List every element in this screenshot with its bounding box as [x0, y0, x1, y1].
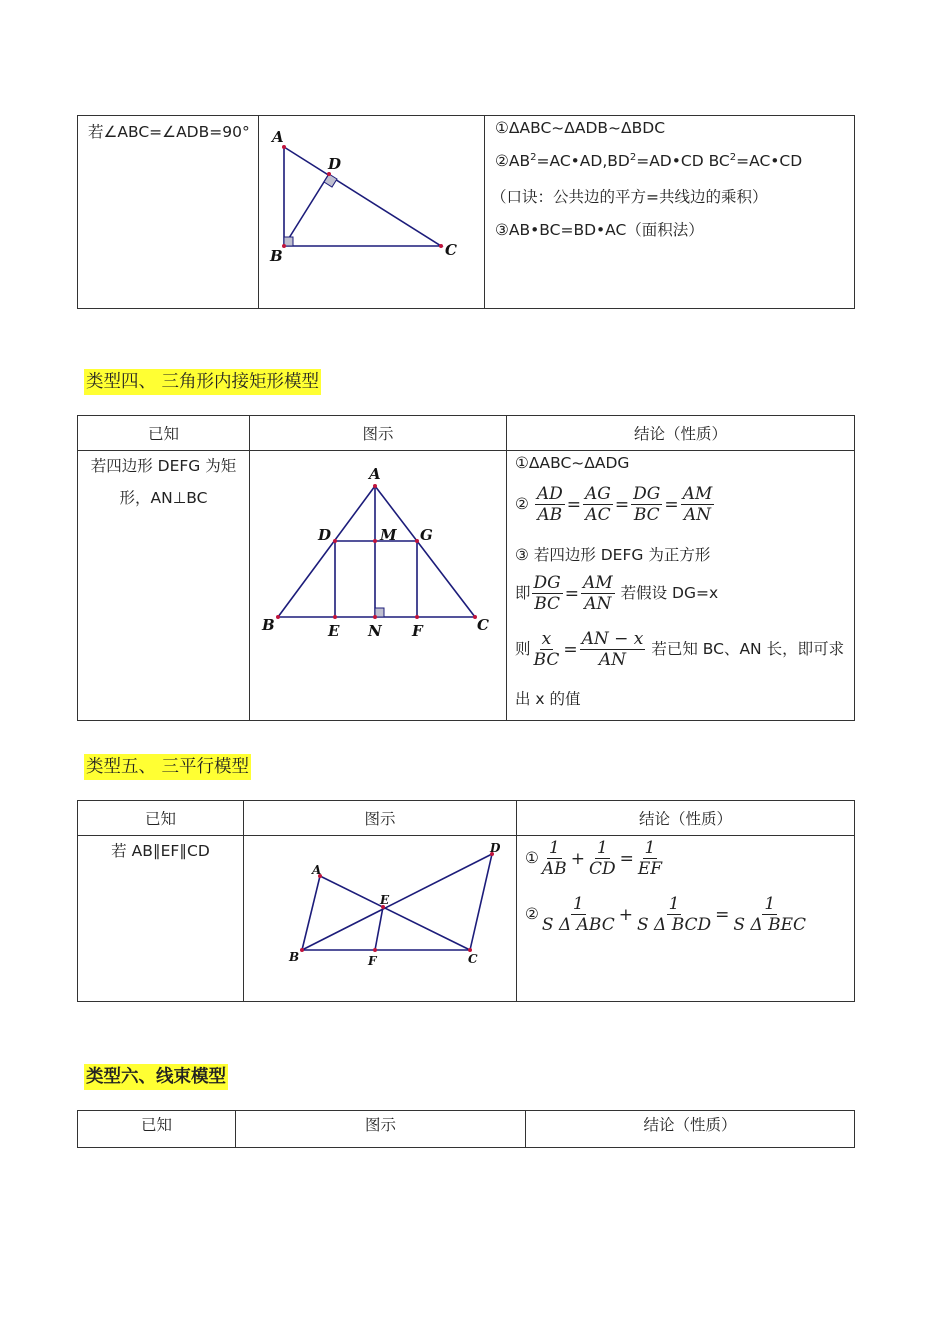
- conclusion-3: ③ 若四边形 DEFG 为正方形: [515, 546, 711, 564]
- header-figure: 图示: [250, 416, 507, 451]
- header-known: 已知: [78, 801, 244, 836]
- frac-anx-an: $\frac{AN - x}{AN}$: [581, 629, 644, 670]
- header-known: 已知: [78, 416, 250, 451]
- header-figure: 图示: [236, 1111, 526, 1148]
- label-b: B: [289, 950, 300, 964]
- label-a: A: [272, 128, 284, 146]
- cell-conclusions: [485, 116, 855, 309]
- frac-1-ab: $\frac{1}{AB}$: [541, 838, 567, 879]
- header-figure: 图示: [244, 801, 517, 836]
- label-g: G: [420, 526, 433, 544]
- cell-condition: [78, 116, 259, 309]
- header-conclusion: 结论（性质）: [526, 1111, 855, 1148]
- cell-figure: [244, 836, 517, 1002]
- conclusion-1: ①ΔABC~ΔADB~ΔBDC: [495, 119, 666, 137]
- section-title-4: 类型四、 三角形内接矩形模型: [84, 369, 321, 395]
- table-line-bundle: [77, 1110, 855, 1148]
- condition-line-2: 形，AN⊥BC: [119, 489, 208, 507]
- label-c: C: [477, 616, 489, 634]
- label-e: E: [328, 622, 340, 640]
- conclusion-1: ① $\frac{1}{AB}$ + $\frac{1}{CD}$ = $\frac{1}{EF}$: [525, 838, 663, 879]
- conclusion-2: ② $\frac{AD}{AB}$ = $\frac{AG}{AC}$ = $\frac{DG}{BC}$ = $\frac{AM}{AN}$: [515, 484, 713, 525]
- table-three-parallel: [77, 800, 855, 1002]
- header-conclusion: 结论（性质）: [517, 801, 855, 836]
- label-b: B: [270, 247, 283, 265]
- frac-x-bc: $\frac{x}{BC}$: [533, 629, 560, 670]
- label-c: C: [445, 241, 457, 259]
- label-c: C: [468, 952, 478, 966]
- label-a: A: [312, 863, 322, 877]
- label-d: D: [490, 841, 501, 855]
- label-a: A: [369, 465, 381, 483]
- label-m: M: [380, 526, 397, 544]
- frac-1-cd: $\frac{1}{CD}$: [588, 838, 616, 879]
- conclusion-1: ①ΔABC~ΔADG: [515, 454, 630, 472]
- right-angle-mark-d: [324, 174, 337, 187]
- conclusion-5: 则 $\frac{x}{BC}$ = $\frac{AN - x}{AN}$ 若已知 BC、AN 长，即可求: [515, 629, 845, 670]
- frac-ad-ab: $\frac{AD}{AB}$: [536, 484, 563, 525]
- cell-condition: [78, 836, 244, 1002]
- label-d: D: [328, 155, 342, 173]
- frac-1-sbec: $\frac{1}{\text{S Δ BEC}}$: [733, 894, 807, 935]
- label-f: F: [368, 954, 377, 968]
- frac-am-an: $\frac{AM}{AN}$: [582, 573, 613, 614]
- conclusion-3: ③AB•BC=BD•AC（面积法）: [495, 221, 704, 239]
- frac-1-ef: $\frac{1}{EF}$: [637, 838, 663, 879]
- condition-line-1: 若四边形 DEFG 为矩: [90, 457, 237, 475]
- condition-text: 若 AB∥EF∥CD: [111, 842, 210, 860]
- conclusion-6: 出 x 的值: [515, 690, 581, 708]
- conclusion-4: 即 $\frac{DG}{BC}$ = $\frac{AM}{AN}$ 若假设 DG=x: [515, 573, 719, 614]
- conclusion-2: ② $\frac{1}{\text{S Δ ABC}}$ + $\frac{1}{\text{S Δ BCD}}$ = $\frac{1}{\text{S Δ BEC}}$: [525, 894, 807, 935]
- frac-dg-bc: $\frac{DG}{BC}$: [633, 484, 661, 525]
- label-d: D: [318, 526, 332, 544]
- label-n: N: [368, 622, 382, 640]
- cell-conclusions: [507, 451, 855, 721]
- header-conclusion: 结论（性质）: [507, 416, 855, 451]
- mnemonic: （口诀：公共边的平方=共线边的乘积）: [491, 188, 768, 206]
- inscribed-rectangle-figure: [250, 451, 506, 716]
- cell-figure: [259, 116, 485, 309]
- frac-dg-bc: $\frac{DG}{BC}$: [533, 573, 561, 614]
- cell-conclusions: [517, 836, 855, 1002]
- frac-ag-ac: $\frac{AG}{AC}$: [585, 484, 611, 525]
- frac-am-an: $\frac{AM}{AN}$: [682, 484, 713, 525]
- frac-1-sbcd: $\frac{1}{\text{S Δ BCD}}$: [636, 894, 712, 935]
- right-triangle-figure: [259, 116, 484, 304]
- table-inscribed-rectangle: [77, 415, 855, 721]
- condition-text: 若∠ABC=∠ADB=90°: [88, 123, 250, 141]
- cell-figure: [250, 451, 507, 721]
- section-title-5: 类型五、 三平行模型: [84, 754, 251, 780]
- three-parallel-figure: [244, 836, 516, 997]
- label-f: F: [412, 622, 423, 640]
- frac-1-sabc: $\frac{1}{\text{S Δ ABC}}$: [541, 894, 615, 935]
- label-e: E: [380, 893, 390, 907]
- section-title-6: 类型六、线束模型: [84, 1064, 228, 1090]
- label-b: B: [262, 616, 275, 634]
- cell-condition: [78, 451, 250, 721]
- header-known: 已知: [78, 1111, 236, 1148]
- table-similar-right-triangles: [77, 115, 855, 309]
- conclusion-2: $②AB^2=AC•AD,BD^2=AD•CD$ $BC^2=AC•CD$: [495, 152, 803, 171]
